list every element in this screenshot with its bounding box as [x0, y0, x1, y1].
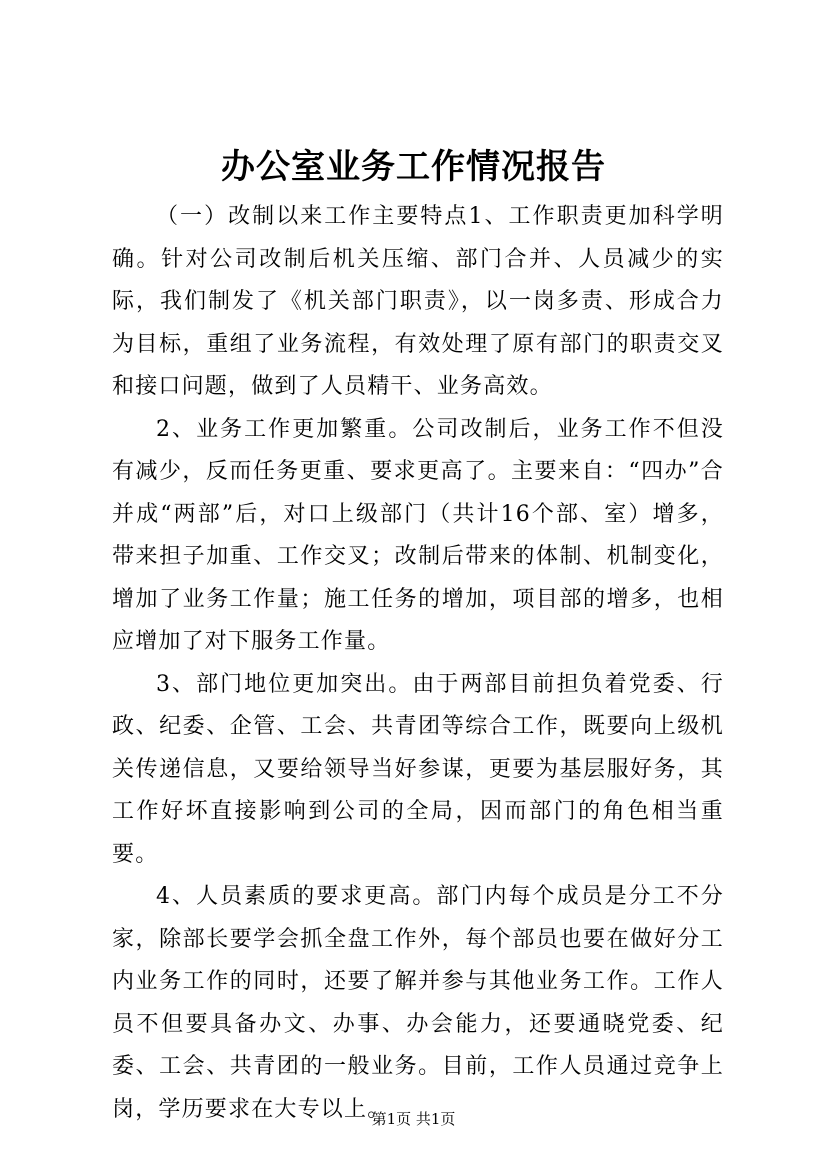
paragraph-1: （一）改制以来工作主要特点1、工作职责更加科学明确。针对公司改制后机关压缩、部门合并、人员减少的实际，我们制发了《机关部门职责》，以一岗多责、形成合力为目标，重组了业务流程，有效处理了原有部门的职责交叉和接口问题，做到了人员精干、业务高效。 — [112, 204, 724, 399]
page-footer: 第1页 共1页 — [371, 1110, 456, 1128]
paragraph-4: 4、人员素质的要求更高。部门内每个成员是分工不分家，除部长要学会抓全盘工作外，每个部员也要在做好分工内业务工作的同时，还要了解并参与其他业务工作。工作人员不但要具备办文、办事、办会能力，还要通晓党委、纪委、工会、共青团的一般业务。目前，工作人员通过竞争上岗，学历要求在大专以上。 — [112, 884, 724, 1122]
paragraph-3: 3、部门地位更加突出。由于两部目前担负着党委、行政、纪委、企管、工会、共青团等综合工作，既要向上级机关传递信息，又要给领导当好参谋，更要为基层服好务，其工作好坏直接影响到公司的全局，因而部门的角色相当重要。 — [112, 671, 724, 867]
document-body — [112, 196, 724, 1131]
paragraph-2: 2、业务工作更加繁重。公司改制后，业务工作不但没有减少，反而任务更重、要求更高了。主要来自：“四办”合并成“两部”后，对口上级部门（共计16个部、室）增多，带来担子加重、工作交叉；改制后带来的体制、机制变化，增加了业务工作量；施工任务的增加，项目部的增多，也相应增加了对下服务工作量。 — [112, 416, 724, 654]
document-title: 办公室业务工作情况报告 — [221, 147, 606, 187]
